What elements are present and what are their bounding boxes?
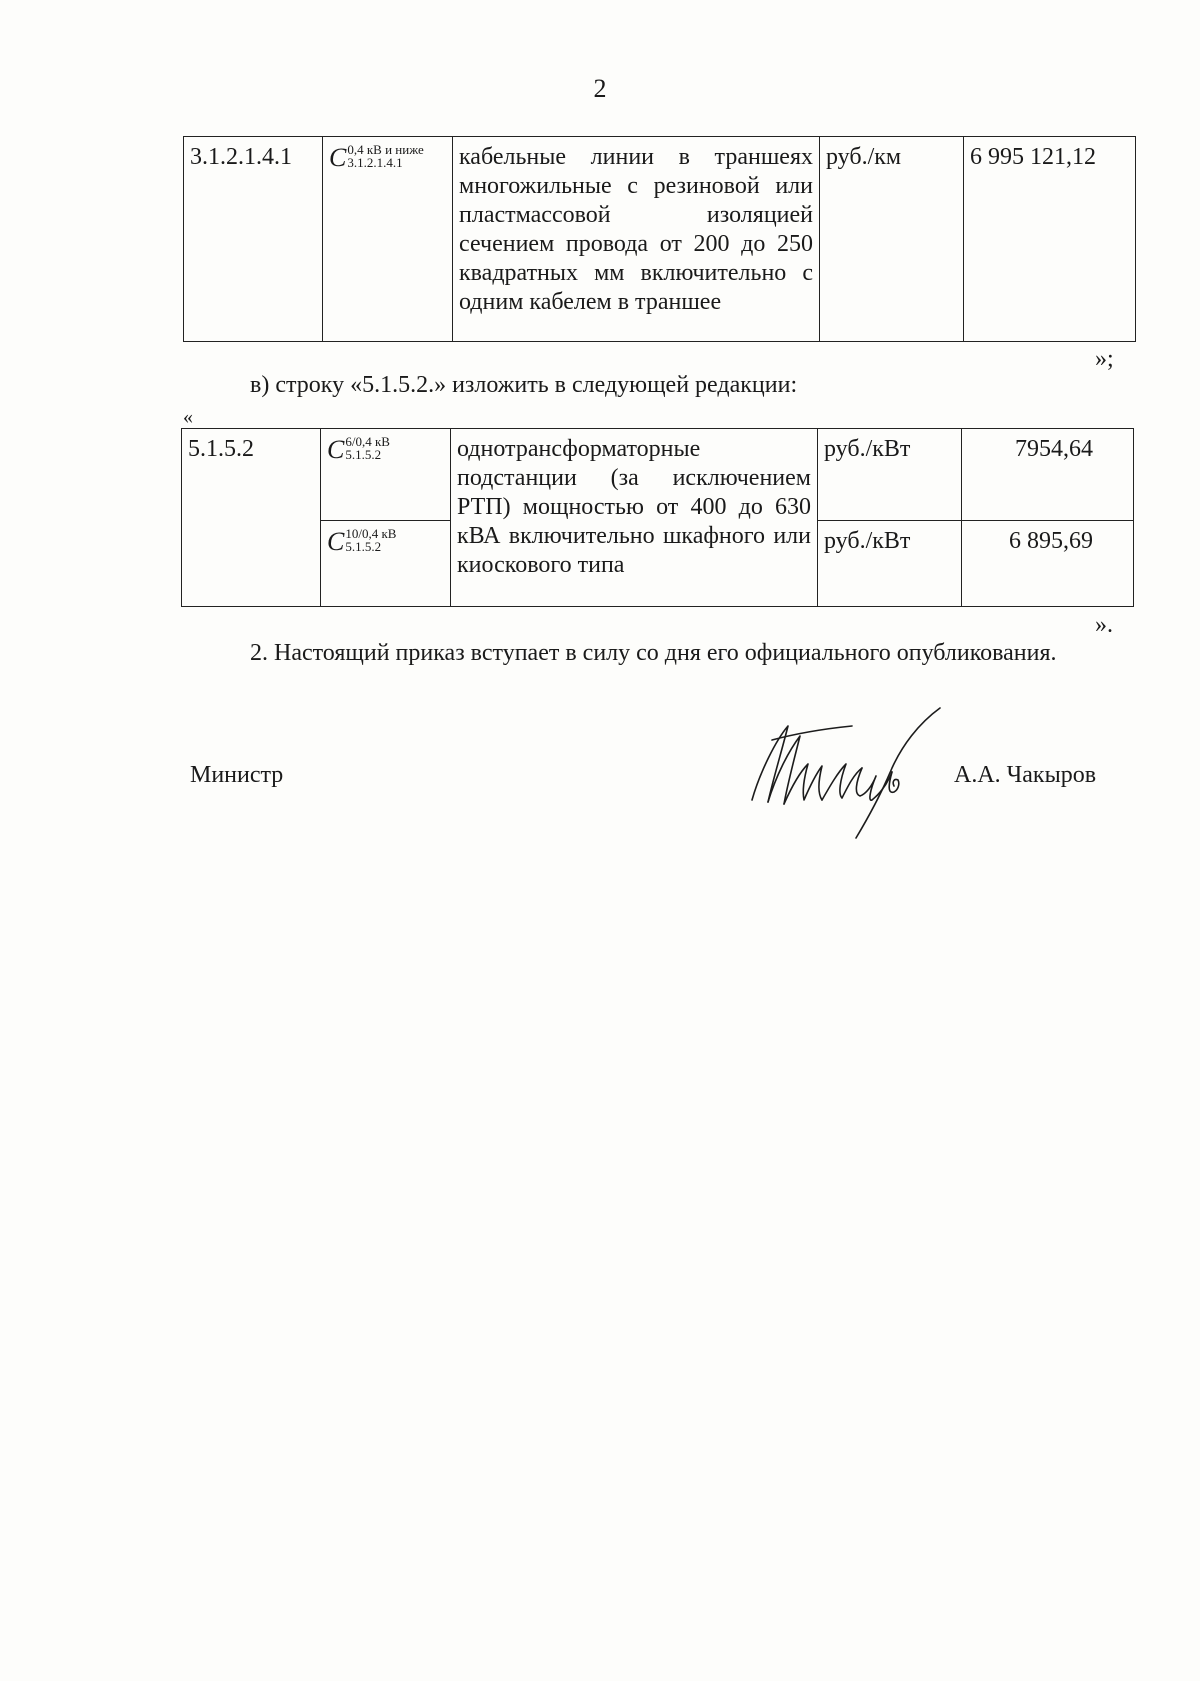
row-value: 6 995 121,12	[964, 137, 1136, 342]
rate-code-superscript: 10/0,4 кВ	[345, 526, 397, 541]
rate-code-letter: C	[327, 527, 345, 556]
tariff-table-1	[183, 136, 1136, 342]
closing-quote-1: »;	[1095, 346, 1114, 372]
rate-code-superscript: 6/0,4 кВ	[345, 434, 390, 449]
rate-code-letter: C	[327, 435, 345, 464]
rate-code	[321, 429, 451, 521]
rate-code	[321, 521, 451, 607]
row-description: кабельные линии в траншеях многожильные с резиновой или пластмассовой изоляцией сечением провода от 200 до 250 квадратных мм включительно с одним кабелем в траншее	[453, 137, 820, 342]
closing-quote-2: ».	[1095, 612, 1113, 638]
clause-2-paragraph: 2. Настоящий приказ вступает в силу со дня его официального опубликования.	[250, 640, 1057, 666]
signoff-name: А.А. Чакыров	[954, 762, 1097, 788]
rate-code	[323, 137, 453, 342]
table-row	[184, 137, 1136, 342]
row-unit: руб./кВт	[818, 429, 962, 521]
rate-code-superscript: 0,4 кВ и ниже	[347, 142, 424, 157]
opening-quote-2: «	[183, 406, 193, 428]
page-number: 2	[593, 74, 607, 103]
rate-code-letter: C	[329, 143, 347, 172]
signature-image	[742, 702, 952, 842]
row-unit: руб./км	[820, 137, 964, 342]
row-value: 6 895,69	[962, 521, 1134, 607]
row-number: 5.1.5.2	[182, 429, 321, 607]
tariff-table-2	[181, 428, 1134, 607]
intro-paragraph: в) строку «5.1.5.2.» изложить в следующей редакции:	[250, 372, 798, 398]
rate-code-subscript: 5.1.5.2	[345, 539, 382, 554]
rate-code-subscript: 5.1.5.2	[345, 447, 382, 462]
row-value: 7954,64	[962, 429, 1134, 521]
row-unit: руб./кВт	[818, 521, 962, 607]
table-row	[182, 429, 1134, 521]
row-description: однотрансформаторные подстанции (за исключением РТП) мощностью от 400 до 630 кВА включительно шкафного или киоскового типа	[451, 429, 818, 607]
signoff-position: Министр	[190, 762, 284, 788]
row-number: 3.1.2.1.4.1	[184, 137, 323, 342]
rate-code-subscript: 3.1.2.1.4.1	[347, 155, 403, 170]
